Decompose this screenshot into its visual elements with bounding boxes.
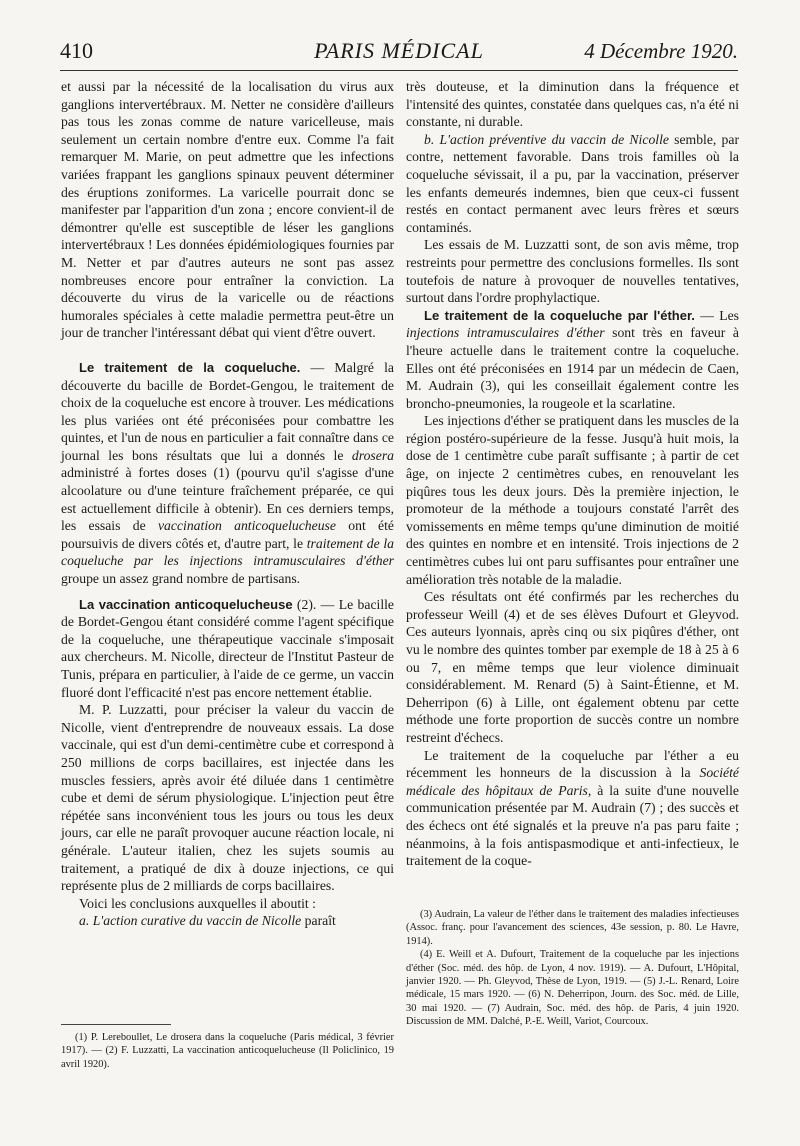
issue-date: 4 Décembre 1920. bbox=[584, 39, 738, 63]
paragraph: Le traitement de la coqueluche par l'éther a eu récemment les honneurs de la discussion à la Société médicale des hôpitaux de Paris, à la suite d'une nouvelle communication présentée par M. Audrain (7) ; des succès et des échecs ont été signalés et la preuve n'a pas paru faite ; néanmoins, à la fois antispasmodique et anti-infectieux, le traitement de la coque- bbox=[406, 747, 739, 869]
footnotes-right bbox=[406, 908, 739, 1029]
paragraph: Ces résultats ont été confirmés par les recherches du professeur Weill (4) et de ses élèves Dufourt et Gleyvod. Ces auteurs lyonnais, après cinq ou six piqûres d'éther, ont vu le nombre des quintes tomber par exemple de 18 à 25 à 6 ou 7, en même temps que leur violence diminuait considérablement. M. Renard (5) à Saint-Étienne, et M. Deherripon (6) à Lille, ont également obtenu par cette méthode une forte proportion de succès contre un nombre restreint d'échecs. bbox=[406, 589, 739, 745]
section-heading: La vaccination anticoquelucheuse bbox=[79, 596, 293, 612]
footnote: (1) P. Lereboullet, Le drosera dans la coqueluche (Paris médical, 3 février 1917). — (2) F. Luzzatti, La vaccination anticoquelucheuse (Il Policlinico, 19 avril 1920). bbox=[61, 1032, 394, 1070]
paragraph: et aussi par la nécessité de la localisation du virus aux ganglions intervertébraux. M. Netter ne considère d'ailleurs pas tous les zonas comme de nature varicelleuse, mais seulement un certain nombre d'entre eux. Comme l'a fait remarquer M. Marie, on peut admettre que les infections variées frappant les ganglions spinaux peuvent déterminer des éruptions zoniformes. La varicelle pourrait donc se manifester par l'apparition d'un zona ; encore convient-il de démontrer qu'elle est susceptible de léser les ganglions intervertébraux ! Les données épidémiologiques fournies par M. Netter et par d'autres auteurs ne sont pas assez nombreuses encore pour entraîner la conviction. La découverte du virus de la varicelle ou de réactions humorales spéciales à cette maladie permettra peut-être un jour de trancher l'intéressant débat qui vient d'être ouvert. bbox=[61, 79, 394, 341]
paragraph: très douteuse, et la diminution dans la fréquence et l'intensité des quintes, constatée dans quelques cas, n'a été ni constante, ni durable. bbox=[406, 79, 739, 130]
paragraph: Les injections d'éther se pratiquent dans les muscles de la région postéro-supérieure de la fesse. Jusqu'à huit mois, la dose de 1 centimètre cube paraît suffisante ; à partir de cet âge, on injecte 2 centimètres cubes, en renouvelant les piqûres tous les deux jours. Dès la première injection, le promoteur de la méthode a toujours constaté l'arrêt des vomissements en même temps qu'une diminution de moitié des quintes en nombre et en intensité. Trois injections de 2 centimètres cubes lui ont paru suffisantes pour entraîner une amélioration très notable de la maladie. bbox=[406, 413, 739, 587]
footnote-rule bbox=[61, 1024, 171, 1025]
right-column bbox=[406, 78, 739, 870]
footnote: (4) E. Weill et A. Dufourt, Traitement de la coqueluche par les injections d'éther (Soc. méd. des hôp. de Lyon, 4 nov. 1919). — A. Dufourt, L'Hôpital, janvier 1920. — Ph. Gleyvod, Thèse de Lyon, 1919. — (5) J.-L. Renard, Loire médicale, 15 mars 1920. — (6) N. Deherripon, Journ. des Soc. méd. de Lille, 30 mai 1920. — (7) Audrain, Soc. méd. des hôp. de Paris, 4 juin 1920. Discussion de MM. Dalché, P.-E. Weill, Variot, Courcoux. bbox=[406, 949, 739, 1028]
page-header bbox=[60, 36, 738, 71]
left-column bbox=[61, 78, 394, 930]
paragraph: b. L'action préventive du vaccin de Nicolle semble, par contre, nettement favorable. Dans trois familles où la coqueluche sévissait, il a pu, par la vaccination, préserver les enfants demeurés indemnes, bien que ceux-ci fussent restés en contact permanent avec leurs frères et sœurs contaminés. bbox=[406, 131, 740, 235]
page-number: 410 bbox=[60, 38, 93, 63]
footnotes-left bbox=[61, 1014, 394, 1071]
footnote: (3) Audrain, La valeur de l'éther dans le traitement des maladies infectieuses (Assoc. franç. pour l'avancement des sciences, 43e session, p. 80. Le Havre, 1914). bbox=[406, 909, 739, 947]
paragraph: a. L'action curative du vaccin de Nicolle paraît bbox=[79, 913, 336, 929]
paragraph: La vaccination anticoquelucheuse (2). — Le bacille de Bordet-Gengou étant considéré comme l'agent spécifique de la coqueluche, une thérapeutique vaccinale s'imposait aux chercheurs. M. Nicolle, directeur de l'Institut Pasteur de Tunis, prépara en particulier, à l'aide de ce germe, un vaccin fluoré dont l'efficacité n'est pas encore nettement établie. bbox=[61, 596, 395, 700]
paragraph: Le traitement de la coqueluche par l'éther. — Les injections intramusculaires d'éther sont très en faveur à l'heure actuelle dans le traitement contre la coqueluche. Elles ont été préconisées en 1914 par un médecin de Caen, M. Audrain (3), qui les conseillait également contre les broncho-pneumonies, la rougeole et la scarlatine. bbox=[406, 307, 740, 411]
paragraph: Les essais de M. Luzzatti sont, de son avis même, trop restreints pour permettre des conclusions formelles. Ils sont toutefois de nature à provoquer de nouvelles tentatives, surtout dans l'ordre prophylactique. bbox=[406, 237, 739, 306]
paragraph: Le traitement de la coqueluche. — Malgré la découverte du bacille de Bordet-Gengou, le traitement de choix de la coqueluche est encore à trouver. Les médications les plus variées ont été préconisées pour combattre les quintes, et l'un de nous en particulier a fait connaître dans ce journal les bons résultats que lui a donnés le drosera administré à fortes doses (1) (pourvu qu'il s'agisse d'une alcoolature ou d'une teinture fraîchement préparée, ce qui est actuellement difficile à obtenir). En ces derniers temps, les essais de vaccination anticoquelucheuse ont été poursuivis de divers côtés et, d'autre part, le traitement de la coqueluche par les injections intramusculaires d'éther groupe un assez grand nombre de partisans. bbox=[61, 359, 395, 587]
section-heading: Le traitement de la coqueluche. bbox=[79, 359, 301, 375]
section-heading: Le traitement de la coqueluche par l'éther. bbox=[424, 307, 695, 323]
journal-title: PARIS MÉDICAL bbox=[314, 38, 484, 63]
paragraph: Voici les conclusions auxquelles il aboutit : bbox=[79, 895, 316, 911]
paragraph: M. P. Luzzatti, pour préciser la valeur du vaccin de Nicolle, vient d'entreprendre de nouveaux essais. La dose vaccinale, qui est d'un demi-centimètre cube et correspond à 250 millions de corps bacillaires, est injectée dans les muscles fessiers, après avoir été diluée dans 1 centimètre cube et demi de sérum physiologique. L'injection peut être répétée sans inconvénient tous les jours ou tous les deux jours, car elle ne paraît provoquer aucune réaction locale, ni générale. L'auteur italien, chez les sujets soumis au traitement, a pratiqué de dix à douze injections, ce qui représente plus de 2 milliards de corps bacillaires. bbox=[61, 702, 394, 894]
